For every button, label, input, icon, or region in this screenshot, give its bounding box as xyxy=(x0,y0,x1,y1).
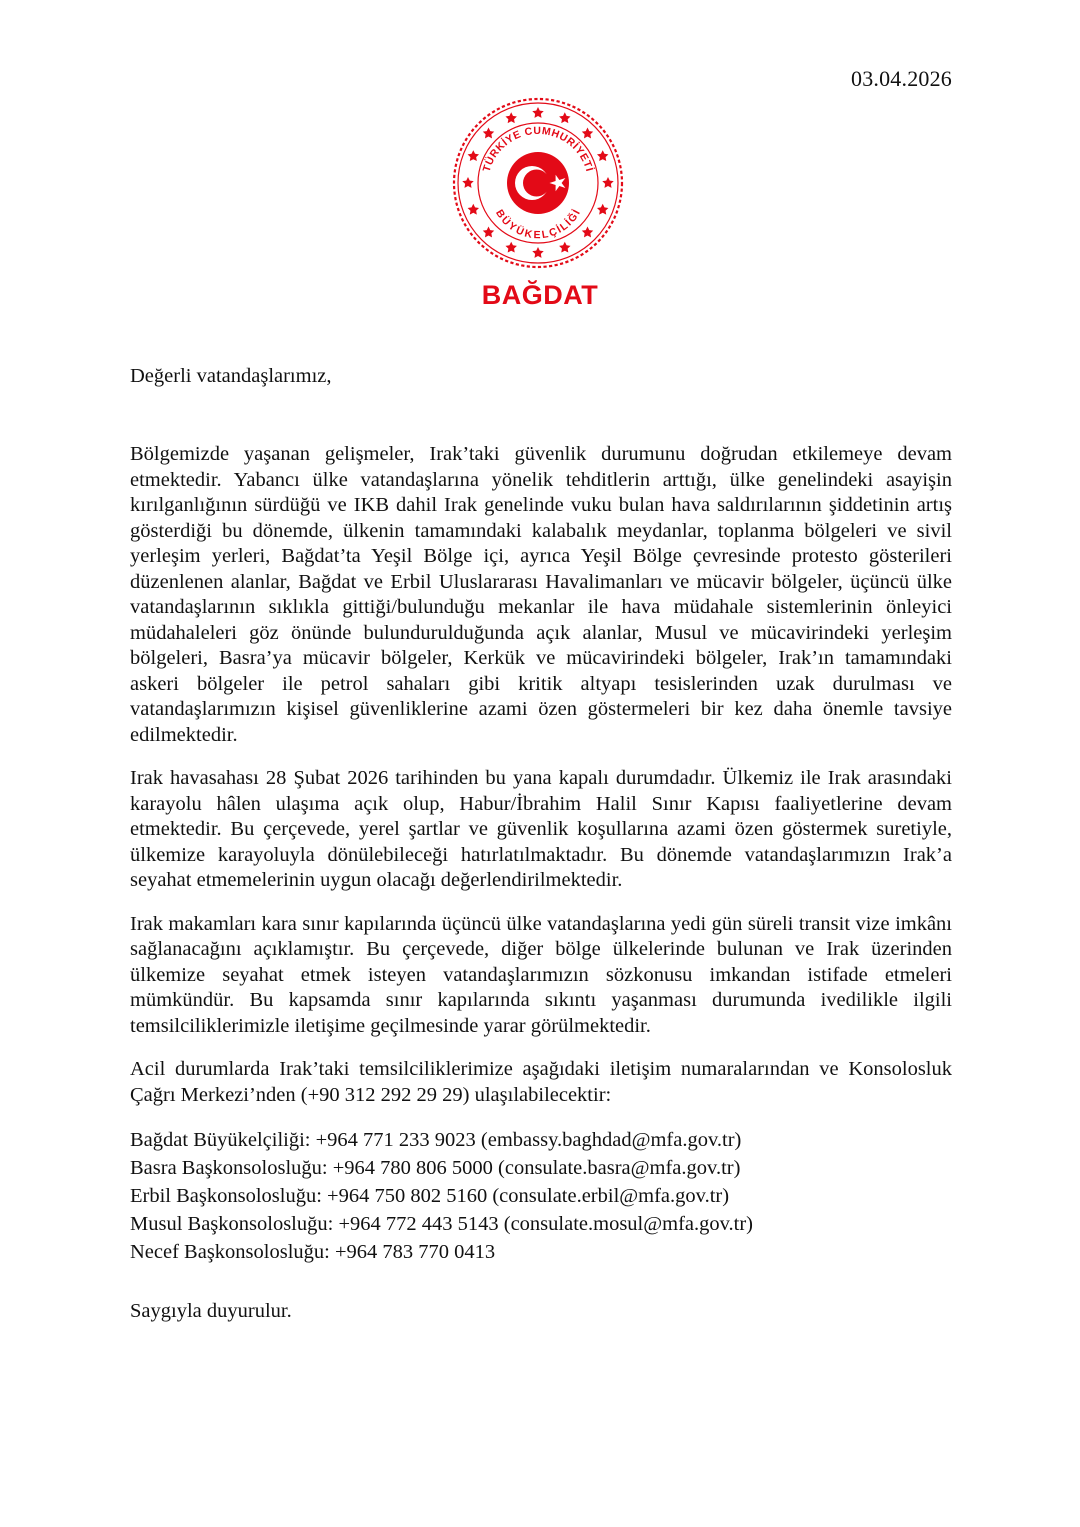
contact-najaf: Necef Başkonsolosluğu: +964 783 770 0413 xyxy=(130,1241,496,1263)
closing: Saygıyla duyurulur. xyxy=(130,1300,292,1322)
contact-erbil: Erbil Başkonsolosluğu: +964 750 802 5160 (consulate.erbil@mfa.gov.tr) xyxy=(130,1185,730,1207)
paragraph-security: Bölgemizde yaşanan gelişmeler, Irak’taki güvenlik durumunu doğrudan etkilemeye devam etmektedir. Yabancı ülke vatandaşlarına yönelik tehditlerin arttığı, ülke genelindeki asayişin kırılganlığının sürdüğü ve IKB dahil Irak genelinde vuku bulan hava saldırılarının şiddetinin artış gösterdiği bu dönemde, ülkenin tamamındaki kalabalık meydanlar, toplanma bölgeleri ve sivil yerleşim yerleri, Bağdat’ta Yeşil Bölge içi, ayrıca Yeşil Bölge çevresinde protesto gösterileri düzenlenen alanlar, Bağdat ve Erbil Uluslararası Havalimanları ve mücavir bölgeler, üçüncü ülke vatandaşlarının sıklıkla gittiği/bulunduğu mekanlar ile hava müdahale sistemlerinin önleyici müdahaleleri göz önünde bulundurulduğunda açık alanlar, Musul ve mücavirindeki yerleşim bölgeleri, Basra’ya mücavir bölgeler, Kerkük ve mücavirindeki bölgeler, Irak’ın tamamındaki askeri bölgeler ile petrol sahaları gibi kritik altyapı tesislerinden uzak durulması ve vatandaşlarımızın kişisel güvenliklerine azami özen göstermeleri bir kez daha önemle tavsiye edilmektedir. xyxy=(130,443,952,746)
contact-baghdad: Bağdat Büyükelçiliği: +964 771 233 9023 (embassy.baghdad@mfa.gov.tr) xyxy=(130,1129,742,1151)
emblem-text-top: TÜRKİYE CUMHURİYETİ xyxy=(480,124,596,174)
letter-date: 03.04.2026 xyxy=(851,66,952,91)
contact-basra: Basra Başkonsolosluğu: +964 780 806 5000 (consulate.basra@mfa.gov.tr) xyxy=(130,1157,741,1179)
emblem-text-bottom: BÜYÜKELÇİLİĞİ xyxy=(493,207,584,242)
letter-body xyxy=(130,364,952,1345)
city-name: BAĞDAT xyxy=(481,280,599,310)
salutation: Değerli vatandaşlarımız, xyxy=(130,365,332,387)
contact-list xyxy=(130,1126,952,1266)
paragraph-emergency: Acil durumlarda Irak’taki temsilciliklerimize aşağıdaki iletişim numaralarından ve Konsolosluk Çağrı Merkezi’nden (+90 312 292 29 29) ulaşılabilecektir: xyxy=(130,1058,952,1106)
paragraph-transit-visa: Irak makamları kara sınır kapılarında üçüncü ülke vatandaşlarına yedi gün süreli transit vize imkânı sağlanacağını açıklamıştır. Bu çerçevede, diğer bölge ülkelerinde bulunan ve Irak üzerinden ülkemize seyahat etmek isteyen vatandaşlarımızın sözkonusu imkandan istifade etmeleri mümkündür. Bu kapsamda sınır kapılarında sıkıntı yaşanması durumunda ivedilikle ilgili temsilciliklerimizle iletişime geçilmesinde yarar görülmektedir. xyxy=(130,912,952,1037)
embassy-emblem xyxy=(441,96,635,270)
contact-mosul: Musul Başkonsolosluğu: +964 772 443 5143 (consulate.mosul@mfa.gov.tr) xyxy=(130,1213,754,1235)
paragraph-airspace: Irak havasahası 28 Şubat 2026 tarihinden bu yana kapalı durumdadır. Ülkemiz ile Irak arasındaki karayolu hâlen ulaşıma açık olup, Habur/İbrahim Halil Sınır Kapısı faaliyetlerine devam etmektedir. Bu çerçevede, yerel şartlar ve güvenlik koşullarına azami özen göstermek suretiyle, ülkemize karayoluyla dönülebileceği hatırlatılmaktadır. Bu dönemde vatandaşlarımızın Irak’a seyahat etmemelerinin uygun olacağı değerlendirilmektedir. xyxy=(130,767,952,891)
